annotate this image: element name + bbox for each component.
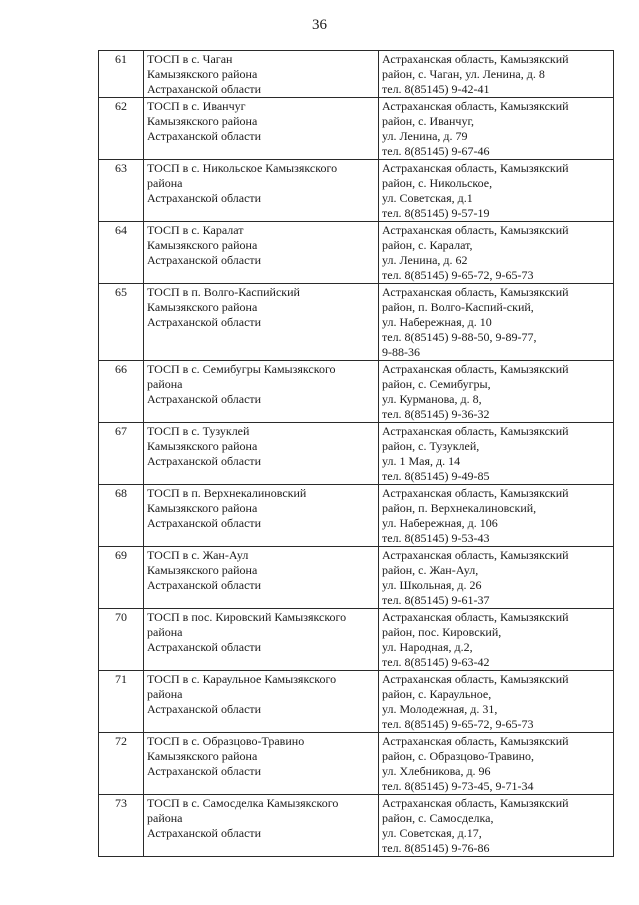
office-address-line: ул. Ленина, д. 62	[382, 253, 468, 267]
office-name-line: Камызякского района	[147, 67, 258, 81]
office-address-cell	[379, 51, 614, 98]
office-name-line: Камызякского района	[147, 300, 258, 314]
table-row	[99, 733, 614, 795]
office-name-line: ТОСП в п. Верхнекалиновский	[147, 486, 307, 500]
office-address-line: район, с. Иванчуг,	[382, 114, 475, 128]
office-name-cell	[144, 222, 379, 284]
office-name-cell	[144, 160, 379, 222]
office-name-line: Астраханской области	[147, 191, 262, 205]
office-name-line: ТОСП в с. Тузуклей	[147, 424, 250, 438]
offices-table-body	[99, 51, 614, 857]
office-name-line: Камызякского района	[147, 238, 258, 252]
office-address-line: Астраханская область, Камызякский	[382, 424, 569, 438]
office-address-line: ул. Набережная, д. 106	[382, 516, 498, 530]
office-name-line: Астраханской области	[147, 826, 262, 840]
office-address-line: тел. 8(85145) 9-57-19	[382, 206, 490, 220]
table-row	[99, 98, 614, 160]
office-name-line: ТОСП в пос. Кировский Камызякского	[147, 610, 347, 624]
office-address-line: ул. Советская, д.1	[382, 191, 473, 205]
office-name-cell	[144, 671, 379, 733]
office-address-line: ул. Курманова, д. 8,	[382, 392, 482, 406]
office-name-cell	[144, 733, 379, 795]
row-number: 71	[99, 671, 144, 733]
offices-table	[98, 50, 614, 857]
office-name-line: ТОСП в с. Караульное Камызякского	[147, 672, 337, 686]
office-address-cell	[379, 98, 614, 160]
office-name-line: района	[147, 811, 183, 825]
office-name-line: ТОСП в с. Никольское Камызякского	[147, 161, 338, 175]
office-name-line: района	[147, 377, 183, 391]
office-name-line: ТОСП в с. Жан-Аул	[147, 548, 249, 562]
office-name-line: Астраханской области	[147, 129, 262, 143]
office-address-line: район, с. Образцово-Травино,	[382, 749, 535, 763]
row-number: 62	[99, 98, 144, 160]
office-address-line: Астраханская область, Камызякский	[382, 796, 569, 810]
office-name-line: Астраханской области	[147, 392, 262, 406]
office-name-cell	[144, 485, 379, 547]
row-number: 68	[99, 485, 144, 547]
office-address-line: тел. 8(85145) 9-49-85	[382, 469, 490, 483]
row-number: 63	[99, 160, 144, 222]
office-name-line: Камызякского района	[147, 749, 258, 763]
office-address-line: тел. 8(85145) 9-88-50, 9-89-77,	[382, 330, 537, 344]
office-name-line: ТОСП в с. Чаган	[147, 52, 233, 66]
office-address-line: 9-88-36	[382, 345, 420, 359]
row-number: 66	[99, 361, 144, 423]
table-row	[99, 609, 614, 671]
office-name-line: ТОСП в с. Каралат	[147, 223, 244, 237]
table-row	[99, 284, 614, 361]
table-row	[99, 160, 614, 222]
office-address-line: район, с. Жан-Аул,	[382, 563, 479, 577]
office-address-line: район, с. Караульное,	[382, 687, 492, 701]
table-row	[99, 423, 614, 485]
office-address-cell	[379, 284, 614, 361]
office-address-line: ул. 1 Мая, д. 14	[382, 454, 461, 468]
table-row	[99, 222, 614, 284]
table-row	[99, 671, 614, 733]
office-name-line: Астраханской области	[147, 516, 262, 530]
office-name-line: Астраханской области	[147, 315, 262, 329]
office-name-line: Астраханской области	[147, 764, 262, 778]
office-name-cell	[144, 609, 379, 671]
office-name-cell	[144, 547, 379, 609]
office-address-line: район, с. Семибугры,	[382, 377, 491, 391]
office-address-line: Астраханская область, Камызякский	[382, 161, 569, 175]
office-name-line: Астраханской области	[147, 253, 262, 267]
office-address-line: Астраханская область, Камызякский	[382, 223, 569, 237]
office-name-line: Камызякского района	[147, 501, 258, 515]
office-address-line: район, с. Тузуклей,	[382, 439, 480, 453]
office-address-line: ул. Молодежная, д. 31,	[382, 702, 498, 716]
office-name-line: Астраханской области	[147, 640, 262, 654]
row-number: 64	[99, 222, 144, 284]
office-name-line: Астраханской области	[147, 702, 262, 716]
office-address-cell	[379, 485, 614, 547]
office-address-line: ул. Советская, д.17,	[382, 826, 482, 840]
row-number: 67	[99, 423, 144, 485]
office-name-line: Астраханской области	[147, 578, 262, 592]
office-address-line: Астраханская область, Камызякский	[382, 52, 569, 66]
office-name-cell	[144, 795, 379, 857]
office-name-cell	[144, 98, 379, 160]
office-address-line: тел. 8(85145) 9-65-72, 9-65-73	[382, 268, 534, 282]
office-name-cell	[144, 284, 379, 361]
office-address-cell	[379, 361, 614, 423]
office-address-line: район, с. Никольское,	[382, 176, 493, 190]
table-row	[99, 795, 614, 857]
office-address-line: ул. Школьная, д. 26	[382, 578, 482, 592]
office-address-cell	[379, 609, 614, 671]
office-name-line: района	[147, 625, 183, 639]
row-number: 61	[99, 51, 144, 98]
office-address-line: Астраханская область, Камызякский	[382, 99, 569, 113]
office-name-line: Астраханской области	[147, 454, 262, 468]
office-name-line: ТОСП в с. Семибугры Камызякского	[147, 362, 336, 376]
office-address-line: тел. 8(85145) 9-36-32	[382, 407, 490, 421]
office-address-line: Астраханская область, Камызякский	[382, 734, 569, 748]
office-name-line: ТОСП в п. Волго-Каспийский	[147, 285, 300, 299]
office-name-line: Камызякского района	[147, 439, 258, 453]
office-address-line: ул. Ленина, д. 79	[382, 129, 468, 143]
office-name-line: ТОСП в с. Самосделка Камызякского	[147, 796, 339, 810]
office-address-line: Астраханская область, Камызякский	[382, 610, 569, 624]
office-address-line: тел. 8(85145) 9-42-41	[382, 82, 490, 96]
office-address-line: тел. 8(85145) 9-73-45, 9-71-34	[382, 779, 534, 793]
office-address-line: тел. 8(85145) 9-63-42	[382, 655, 490, 669]
office-address-line: Астраханская область, Камызякский	[382, 362, 569, 376]
row-number: 69	[99, 547, 144, 609]
office-address-cell	[379, 671, 614, 733]
office-address-line: Астраханская область, Камызякский	[382, 672, 569, 686]
office-address-line: район, с. Каралат,	[382, 238, 473, 252]
office-address-line: ул. Хлебникова, д. 96	[382, 764, 491, 778]
office-address-line: район, п. Верхнекалиновский,	[382, 501, 537, 515]
office-name-line: ТОСП в с. Иванчуг	[147, 99, 246, 113]
table-row	[99, 361, 614, 423]
office-address-cell	[379, 547, 614, 609]
office-name-cell	[144, 51, 379, 98]
office-address-line: ул. Набережная, д. 10	[382, 315, 492, 329]
office-address-cell	[379, 423, 614, 485]
table-row	[99, 485, 614, 547]
office-address-line: район, с. Самосделка,	[382, 811, 494, 825]
office-address-line: Астраханская область, Камызякский	[382, 548, 569, 562]
office-name-line: Камызякского района	[147, 563, 258, 577]
office-address-line: тел. 8(85145) 9-67-46	[382, 144, 490, 158]
office-name-cell	[144, 423, 379, 485]
office-address-cell	[379, 160, 614, 222]
row-number: 70	[99, 609, 144, 671]
office-address-line: район, п. Волго-Каспий-ский,	[382, 300, 534, 314]
office-address-line: Астраханская область, Камызякский	[382, 285, 569, 299]
office-name-line: района	[147, 176, 183, 190]
office-address-line: район, пос. Кировский,	[382, 625, 502, 639]
office-address-line: тел. 8(85145) 9-65-72, 9-65-73	[382, 717, 534, 731]
office-address-line: тел. 8(85145) 9-61-37	[382, 593, 490, 607]
office-name-line: Астраханской области	[147, 82, 262, 96]
table-row	[99, 547, 614, 609]
row-number: 73	[99, 795, 144, 857]
office-name-line: района	[147, 687, 183, 701]
office-name-line: Камызякского района	[147, 114, 258, 128]
office-address-cell	[379, 733, 614, 795]
office-address-line: тел. 8(85145) 9-76-86	[382, 841, 490, 855]
office-name-cell	[144, 361, 379, 423]
office-address-line: Астраханская область, Камызякский	[382, 486, 569, 500]
row-number: 65	[99, 284, 144, 361]
office-address-cell	[379, 795, 614, 857]
office-address-cell	[379, 222, 614, 284]
office-address-line: район, с. Чаган, ул. Ленина, д. 8	[382, 67, 545, 81]
table-row	[99, 51, 614, 98]
office-address-line: тел. 8(85145) 9-53-43	[382, 531, 490, 545]
page-number: 36	[312, 17, 327, 33]
office-address-line: ул. Народная, д.2,	[382, 640, 473, 654]
row-number: 72	[99, 733, 144, 795]
office-name-line: ТОСП в с. Образцово-Травино	[147, 734, 305, 748]
